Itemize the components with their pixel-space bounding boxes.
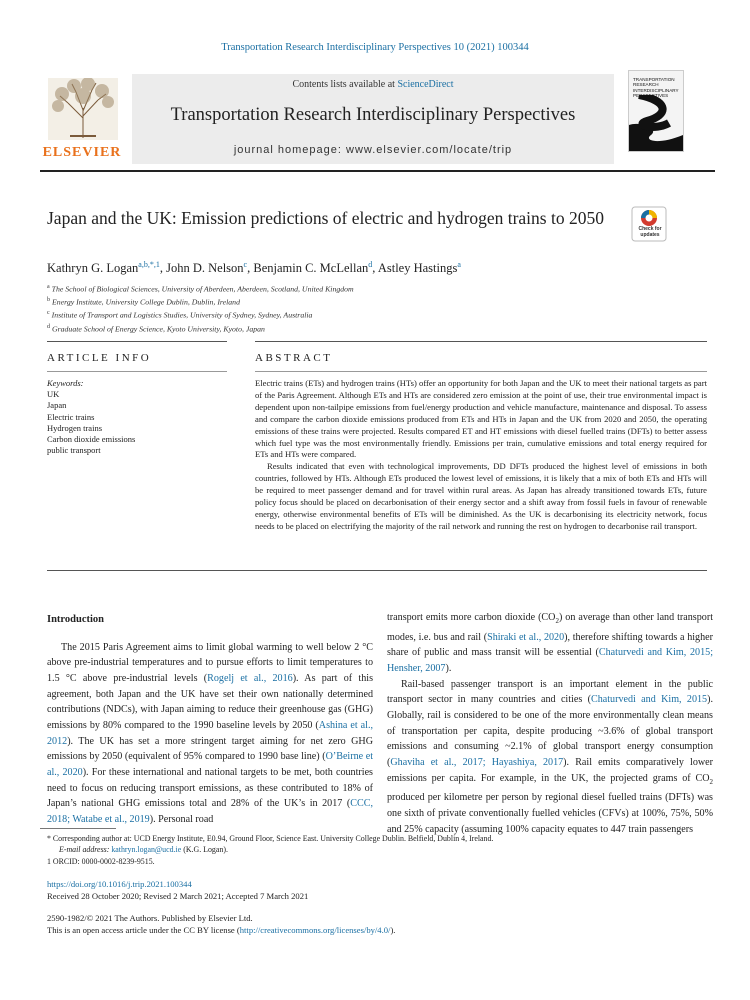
affiliation-item (47, 308, 707, 321)
keyword: Electric trains (47, 411, 95, 422)
journal-title: Transportation Research Interdisciplinary Perspectives (170, 105, 576, 125)
abstract-rule (255, 371, 707, 372)
journal-citation[interactable]: Transportation Research Interdisciplinary Perspectives 10 (2021) 100344 (221, 42, 529, 53)
body-paragraph (387, 677, 713, 838)
author-sup[interactable]: d (368, 260, 373, 269)
body-paragraph (47, 640, 373, 828)
keyword: Japan (47, 400, 67, 411)
body-text: produced per kilometre per person by regional diesel fuelled trains (DFTs) was one sixth of private conventionally fuelled vehicles (CFVs) at 100%, 75%, 50% and 25% capacity (assuming 100% capacity equates to 447 train passengers (387, 792, 713, 835)
footnote-rule (40, 828, 116, 829)
affiliation-text: Institute of Transport and Logistics Studies, University of Sydney, Sydney, Australia (51, 310, 313, 320)
article-info-rule (47, 371, 227, 372)
affiliation-item (47, 282, 707, 295)
affiliation-sup: c (47, 310, 50, 317)
author-name[interactable]: Astley Hastings (377, 261, 458, 276)
author-name[interactable]: Kathryn G. Logan (47, 261, 139, 276)
abstract-paragraph: Results indicated that even with technological improvements, DD DFTs produced the highest level of emissions in both countries, followed by HTs. Although ETs produced the lowest level of emissions, it is likely that a mix of both ETs and HTs will be required to meet passenger demand and for travel within rural areas. As Japan has already transitioned towards ETs, future policy focus should be placed on decarbonisation of their energy sector and a shift away from fossil fuels in favour of renewable energy, otherwise environmental benefits of ETs will be diminished. As the UK is decarbonising its electricity network, focus needs to be placed on electrifying the majority of the rail network and running the rest on hydrogen to decarbonise rail transport. (255, 461, 707, 531)
subscript: 2 (709, 777, 713, 786)
doi-block (47, 878, 707, 903)
author-sup[interactable]: a,b,*,1 (138, 260, 160, 269)
email-link[interactable]: kathryn.logan@ucd.ie (111, 845, 182, 855)
email-suffix: (K.G. Logan). (181, 845, 228, 855)
affiliation-text: Graduate School of Energy Science, Kyoto University, Kyoto, Japan (51, 324, 265, 334)
author-name[interactable]: John D. Nelson (166, 261, 244, 276)
affiliation-item (47, 322, 707, 335)
article-info-heading: ARTICLE INFO (47, 352, 152, 364)
journal-info-box (132, 74, 614, 164)
author-list: Kathryn G. Logan$^{a,b,*,1}$, John D. Nelson$^c$, Benjamin C. McLellan$^d$, Astley Hastings$^a$ (47, 260, 461, 276)
body-text: ). The UK has set a more stringent target aiming for net zero GHG emissions by 2050 (equivalent of 95% compared to 1990 base line) ( (47, 735, 373, 763)
affiliation-sup: b (47, 297, 50, 304)
body-text: ). Personal road (149, 813, 214, 825)
footnotes (47, 833, 707, 867)
footnote-orcid: 1 ORCID: 0000-0002-8239-9515. (47, 856, 155, 866)
cover-title: TRANSPORTATION RESEARCH INTERDISCIPLINARY PERSPECTIVES (633, 77, 679, 99)
contents-line (132, 79, 614, 90)
section-heading-introduction: Introduction (47, 614, 104, 625)
affiliation-sup: a (47, 284, 50, 290)
body-column-left (47, 612, 373, 828)
elsevier-wordmark: ELSEVIER (42, 145, 122, 160)
subscript: 2 (555, 617, 559, 626)
body-text: ). (445, 662, 452, 674)
license-suffix: ). (390, 925, 396, 936)
abstract-top-rule (255, 341, 707, 342)
keyword: Hydrogen trains (47, 422, 103, 433)
citation-link[interactable]: O’Beirne et al., 2020 (47, 751, 373, 778)
keyword: UK (47, 389, 60, 400)
affiliation-item (47, 295, 707, 308)
affiliation-sup: d (47, 323, 50, 330)
journal-banner (40, 74, 715, 164)
keywords-label: Keywords: (47, 378, 84, 388)
body-text: Rail-based passenger transport is an important element in the public transport sector in many countries and cities ( (387, 678, 713, 706)
citation-link[interactable]: Shiraki et al., 2020 (487, 631, 565, 643)
body-text: ). Globally, rail is considered to be one of the more environmentally clean means of transportation per capita, despite producing ~3.6% of global transport emissions and consuming ~2.1% of global transport energy consumption ( (387, 694, 713, 768)
abstract-heading: ABSTRACT (255, 352, 333, 364)
contents-prefix: Contents lists available at (292, 79, 398, 90)
citation-link[interactable]: Chaturvedi and Kim, 2015; Hensher, 2007 (387, 647, 713, 674)
tree-icon (48, 78, 118, 140)
footnote-corresponding: * Corresponding author at: UCD Energy Institute, E0.94, Ground Floor, Science East. University College Dublin. Belfield, Dublin 4, Ireland. (47, 834, 494, 843)
body-text: ). For these international and national targets to be met, both countries need to focus on reducing transport emissions, as these contributed to 18% of Japan’s national GHG emissions total and 28% of the UK’s in 2017 ( (47, 766, 373, 810)
abstract-bottom-rule (47, 570, 707, 571)
email-label: E-mail address: (59, 845, 112, 855)
author-sup[interactable]: a (457, 260, 461, 269)
keyword: Carbon dioxide emissions (47, 434, 136, 445)
citation-link[interactable]: Chaturvedi and Kim, 2015 (590, 694, 708, 706)
license-prefix: This is an open access article under the CC BY license ( (47, 925, 240, 936)
journal-cover[interactable] (628, 70, 684, 152)
citation-link[interactable]: Ghaviha et al., 2017; Hayashiya, 2017 (390, 756, 564, 768)
received-dates: Received 28 October 2020; Revised 2 March 2021; Accepted 7 March 2021 (47, 891, 309, 902)
banner-divider (40, 170, 715, 172)
abstract-text (255, 378, 707, 533)
affiliation-text: The School of Biological Sciences, University of Aberdeen, Aberdeen, Scotland, United Kingdom (51, 284, 354, 294)
article-info-top-rule (47, 341, 227, 342)
cover-road-icon (629, 95, 683, 151)
license-link[interactable]: http://creativecommons.org/licenses/by/4.0/ (239, 925, 391, 936)
journal-homepage[interactable]: journal homepage: www.elsevier.com/locate/trip (233, 144, 513, 156)
elsevier-logo[interactable] (40, 74, 124, 164)
body-text: ) on average than other land transport modes, i.e. bus and rail ( (387, 612, 713, 643)
body-text: transport emits more carbon dioxide (CO (387, 612, 556, 623)
citation-link[interactable]: Ashina et al., 2012 (47, 719, 373, 747)
license-line (47, 924, 707, 936)
body-text: ). Rail emits comparatively lower emissions per capita. For example, in the UK, the projected grams of CO (387, 756, 713, 784)
body-text: ), therefore shifting towards a higher share of public and mass transit will be essential ( (387, 631, 713, 659)
footnote-email (47, 844, 707, 855)
body-text: ). As part of this agreement, both Japan and the UK have set their own nationally determined contributions (NDCs), with Japan aiming to reduce their greenhouse gas (GHG) emissions by 80% compared to the 1990 baseline levels by 2050 ( (47, 672, 374, 731)
sciencedirect-link[interactable]: ScienceDirect (397, 79, 454, 90)
abstract-paragraph: Electric trains (ETs) and hydrogen trains (HTs) offer an opportunity for both Japan and the UK to meet their national targets as part of the Paris Agreement. Although ETs and HTs are considered zero emission at the point of use, their true environmental impact is dependent upon non-tailpipe emissions from fuel/energy production and vehicle manufacture, maintenance and disposal. To assess and compare the carbon dioxide emissions produced from ETs and HTs in Japan and the UK from 2020 and 2050, the operating emissions of these trains were projected. Results compared ET and HT emissions with diesel fuelled trains (DFTs) to better assess which fuel type was the most environmentally friendly. Emissions per train, cumulative emissions and total energy required for ETs and HTs were compared. (255, 378, 707, 460)
license-block (47, 912, 707, 937)
keyword: public transport (47, 445, 101, 456)
body-paragraph (387, 610, 713, 677)
check-for-updates-label[interactable]: Check for updates (638, 226, 662, 238)
affiliation-list (47, 282, 707, 335)
citation-link[interactable]: CCC, 2018; Watabe et al., 2019 (47, 798, 373, 825)
article-title: Japan and the UK: Emission predictions of electric and hydrogen trains to 2050 (47, 208, 604, 228)
author-name[interactable]: Benjamin C. McLellan (253, 261, 369, 276)
body-text: The 2015 Paris Agreement aims to limit global warming to well below 2 °C above pre-industrial temperatures and to pursue efforts to limit temperatures to 1.5 °C above pre-industrial levels ( (47, 641, 373, 684)
copyright-line: 2590-1982/© 2021 The Authors. Published by Elsevier Ltd. (47, 913, 253, 923)
keywords-block (47, 378, 227, 456)
citation-link[interactable]: Rogelj et al., 2016 (207, 672, 293, 684)
author-sup[interactable]: c (243, 260, 248, 269)
affiliation-text: Energy Institute, University College Dublin, Dublin, Ireland (51, 297, 240, 307)
doi-link[interactable]: https://doi.org/10.1016/j.trip.2021.100344 (47, 879, 192, 889)
body-column-right (387, 610, 713, 837)
